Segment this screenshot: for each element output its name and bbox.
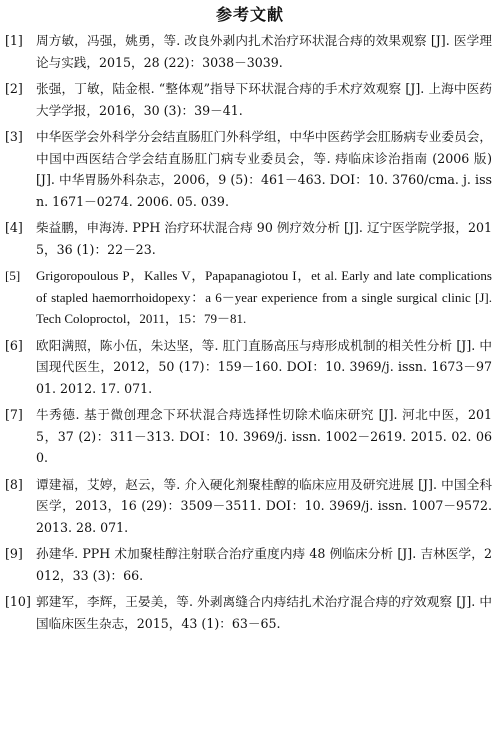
reference-item xyxy=(0,78,500,121)
reference-text: 孙建华. PPH 术加聚桂醇注射联合治疗重度内痔 48 例临床分析 [J]. 吉林医学，2012，33 (3)：66. xyxy=(36,546,492,583)
reference-item xyxy=(0,217,500,260)
reference-item xyxy=(0,543,500,586)
reference-number: [4] xyxy=(5,220,23,235)
reference-item xyxy=(0,591,500,634)
reference-text: 欧阳满照，陈小伍，朱达坚，等. 肛门直肠高压与痔形成机制的相关性分析 [J]. 中国现代医生，2012，50 (17)：159－160. DOI：10. 3969/j. issn. 1673－9701. 2012. 17. 071. xyxy=(36,337,492,396)
reference-text: 柴益鹏，申海涛. PPH 治疗环状混合痔 90 例疗效分析 [J]. 辽宁医学院学报，2015，36 (1)：22－23. xyxy=(36,220,492,257)
reference-number: [1] xyxy=(5,33,23,48)
reference-item xyxy=(0,404,500,469)
reference-number: [5] xyxy=(5,268,21,283)
reference-item xyxy=(0,474,500,539)
reference-number: [8] xyxy=(5,476,23,492)
reference-number: [10] xyxy=(5,594,31,609)
reference-text: 谭建福，艾婷，赵云，等. 介入硬化剂聚桂醇的临床应用及研究进展 [J]. 中国全科医学，2013，16 (29)：3509－3511. DOI：10. 3969/j. issn. 1007－9572. 2013. 28. 071. xyxy=(36,476,492,535)
reference-item xyxy=(0,126,500,212)
reference-text: 牛秀德. 基于微创理念下环状混合痔选择性切除术临床研究 [J]. 河北中医，2015，37 (2)：311－313. DOI：10. 3969/j. issn. 1002－2619. 2015. 02. 060. xyxy=(36,407,492,465)
reference-number: [9] xyxy=(5,546,23,561)
reference-item xyxy=(0,30,500,73)
reference-list xyxy=(0,30,500,639)
reference-text: 郭建军，李辉，王晏美，等. 外剥离缝合内痔结扎术治疗混合痔的疗效观察 [J]. 中国临床医生杂志，2015，43 (1)：63－65. xyxy=(36,594,492,631)
reference-item xyxy=(0,265,500,330)
reference-item xyxy=(0,335,500,400)
reference-number: [2] xyxy=(5,81,23,96)
reference-text: 周方敏，冯强，姚勇，等. 改良外剥内扎术治疗环状混合痔的效果观察 [J]. 医学理论与实践，2015，28 (22)：3038－3039. xyxy=(36,33,492,70)
references-heading: 参考文献 xyxy=(215,5,284,24)
reference-number: [7] xyxy=(5,407,23,422)
reference-number: [6] xyxy=(5,337,23,353)
reference-text: 张强，丁敏，陆金根. “整体观”指导下环状混合痔的手术疗效观察 [J]. 上海中医药大学学报，2016，30 (3)：39－41. xyxy=(36,81,492,118)
reference-text: Grigoropoulous P，Kalles V，Papapanagiotou I，et al. Early and late complications of stapled haemorrhoidopexy：a 6－year experience from a single surgical clinic [J]. Tech Coloproctol，2011，15：79－81. xyxy=(36,268,492,326)
reference-number: [3] xyxy=(5,129,23,144)
reference-text: 中华医学会外科学分会结直肠肛门外科学组，中华中医药学会肛肠病专业委员会，中国中西医结合学会结直肠肛门病专业委员会，等. 痔临床诊治指南 (2006 版) [J]. 中华胃肠外科杂志，2006，9 (5)：461－463. DOI：10. 3760/cma. j. issn. 1671－0274. 2006. 05. 039. xyxy=(36,129,492,209)
